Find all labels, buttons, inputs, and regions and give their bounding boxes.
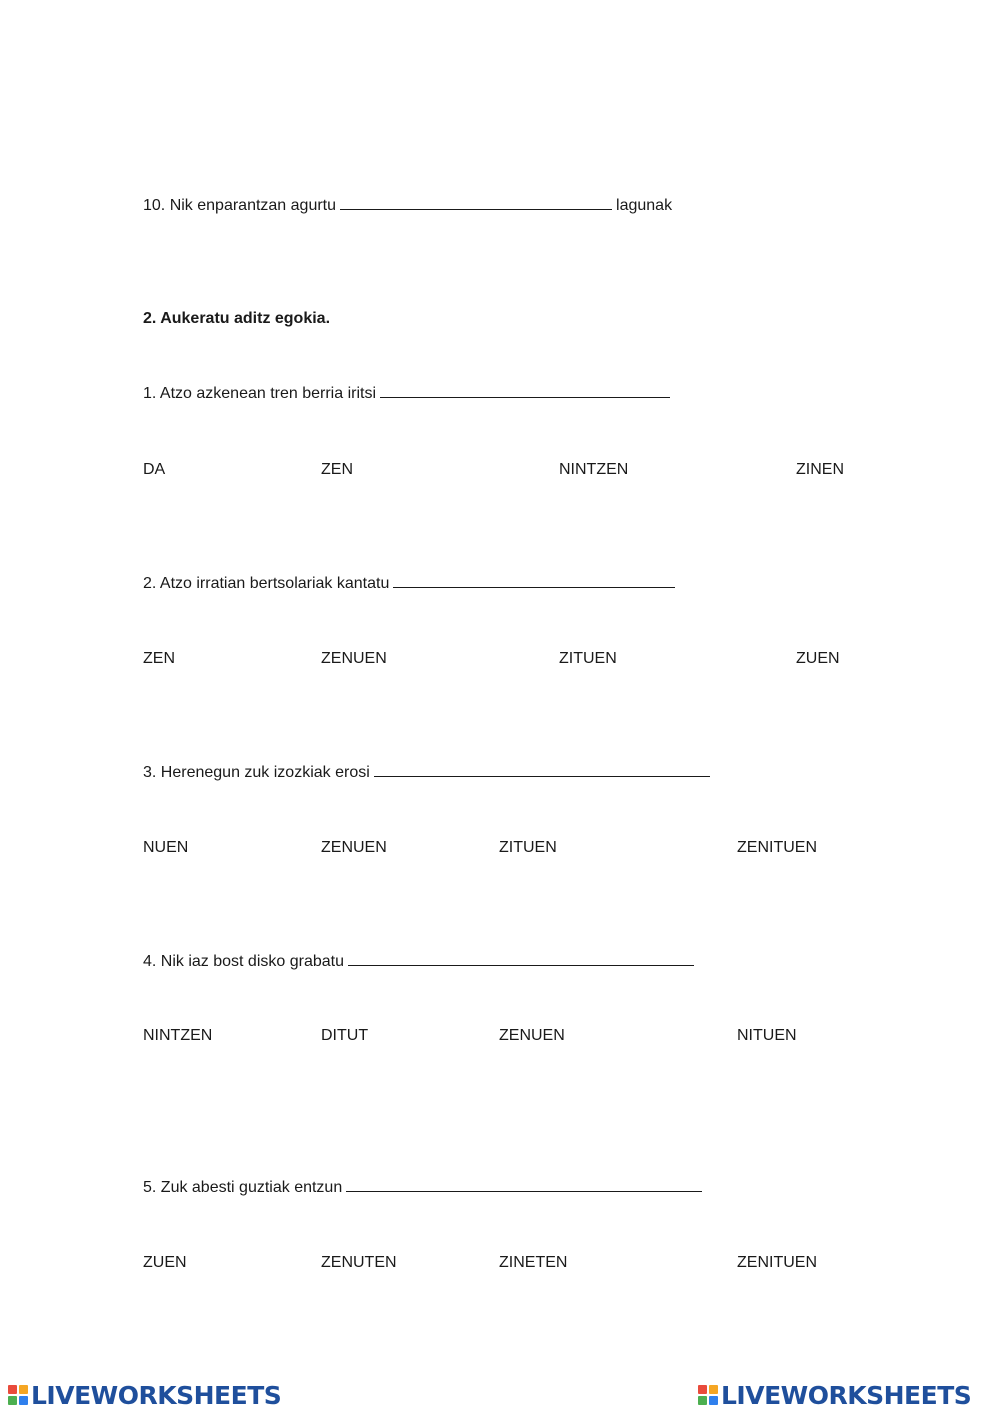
brand-text: LIVEWORKSHEETS (31, 1380, 282, 1410)
question-2-option-4[interactable]: ZUEN (796, 650, 840, 667)
question-2-option-3[interactable]: ZITUEN (559, 650, 617, 667)
logo-square-3 (8, 1396, 17, 1405)
question-3 (143, 762, 714, 783)
question-1 (143, 383, 674, 404)
question-1-option-4[interactable]: ZINEN (796, 461, 844, 478)
brand-text: LIVEWORKSHEETS (721, 1380, 972, 1410)
question-3-option-4[interactable]: ZENITUEN (737, 839, 817, 856)
question-4-option-1[interactable]: NINTZEN (143, 1027, 213, 1044)
brand-logo-icon (8, 1385, 28, 1405)
question-2-blank[interactable] (393, 573, 675, 588)
question-2-option-1[interactable]: ZEN (143, 650, 175, 667)
logo-square-4 (19, 1396, 28, 1405)
question-1-option-2[interactable]: ZEN (321, 461, 353, 478)
question-4-option-2[interactable]: DITUT (321, 1027, 369, 1044)
question-1-option-1[interactable]: DA (143, 461, 166, 478)
question-3-option-1[interactable]: NUEN (143, 839, 189, 856)
logo-square-2 (19, 1385, 28, 1394)
question-1-option-3[interactable]: NINTZEN (559, 461, 629, 478)
question-3-prompt: 3. Herenegun zuk izozkiak erosi (143, 764, 370, 781)
item-10-blank[interactable] (340, 195, 612, 210)
question-5 (143, 1177, 706, 1198)
item-10-text-after: lagunak (616, 197, 673, 214)
question-5-option-3[interactable]: ZINETEN (499, 1254, 568, 1271)
question-3-blank[interactable] (374, 762, 710, 777)
section-heading: 2. Aukeratu aditz egokia. (143, 310, 331, 327)
question-4-prompt: 4. Nik iaz bost disko grabatu (143, 953, 344, 970)
brand-left (8, 1380, 281, 1410)
question-2 (143, 573, 679, 594)
question-3-option-2[interactable]: ZENUEN (321, 839, 387, 856)
question-2-prompt: 2. Atzo irratian bertsolariak kantatu (143, 575, 390, 592)
question-5-option-2[interactable]: ZENUTEN (321, 1254, 397, 1271)
item-10-text: 10. Nik enparantzan agurtu (143, 197, 337, 214)
logo-square-1 (698, 1385, 707, 1394)
question-1-blank[interactable] (380, 383, 670, 398)
question-1-prompt: 1. Atzo azkenean tren berria iritsi (143, 385, 377, 402)
question-4 (143, 951, 698, 972)
question-2-option-2[interactable]: ZENUEN (321, 650, 387, 667)
item-10 (143, 195, 672, 216)
question-5-prompt: 5. Zuk abesti guztiak entzun (143, 1179, 343, 1196)
brand-logo-icon (698, 1385, 718, 1405)
question-3-option-3[interactable]: ZITUEN (499, 839, 557, 856)
question-4-option-3[interactable]: ZENUEN (499, 1027, 565, 1044)
question-4-blank[interactable] (348, 951, 694, 966)
question-4-option-4[interactable]: NITUEN (737, 1027, 797, 1044)
logo-square-3 (698, 1396, 707, 1405)
question-5-blank[interactable] (346, 1177, 702, 1192)
logo-square-2 (709, 1385, 718, 1394)
question-5-option-4[interactable]: ZENITUEN (737, 1254, 817, 1271)
brand-right (698, 1380, 971, 1410)
question-5-option-1[interactable]: ZUEN (143, 1254, 187, 1271)
logo-square-1 (8, 1385, 17, 1394)
logo-square-4 (709, 1396, 718, 1405)
